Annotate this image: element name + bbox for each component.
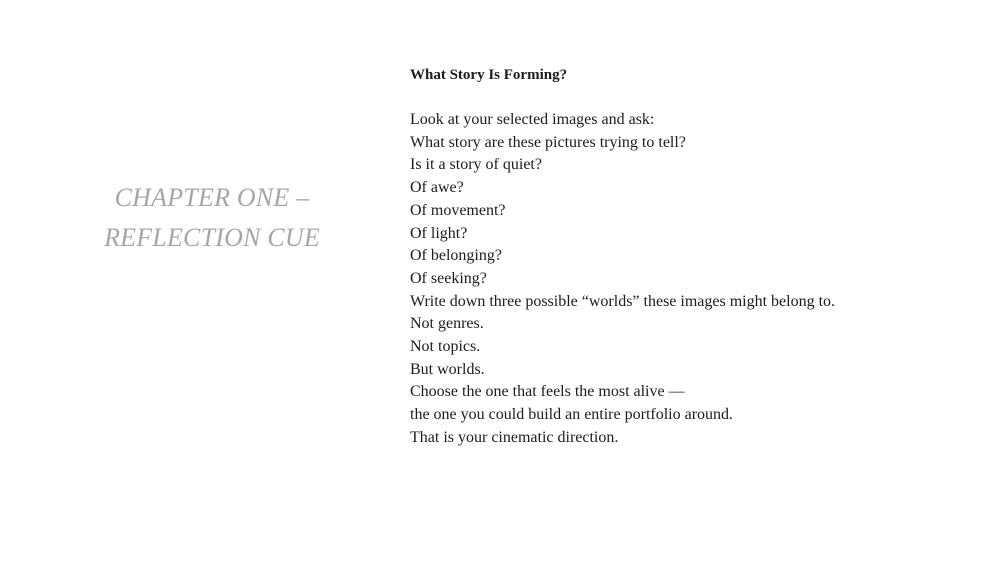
reflection-line: Not genres. [410, 315, 484, 333]
reflection-line: What story are these pictures trying to tell? [410, 133, 686, 151]
reflection-line: Is it a story of quiet? [410, 156, 542, 174]
reflection-line: Choose the one that feels the most alive — [410, 383, 685, 401]
chapter-title-line-2: REFLECTION CUE [104, 223, 320, 252]
reflection-line: Of belonging? [410, 247, 502, 265]
chapter-title [96, 178, 328, 258]
reflection-line: Of movement? [410, 201, 506, 219]
reflection-content [410, 63, 990, 450]
reflection-line: Of seeking? [410, 269, 487, 287]
reflection-line: Not topics. [410, 338, 481, 356]
reflection-line: Look at your selected images and ask: [410, 111, 655, 128]
reflection-lines [410, 109, 990, 450]
reflection-line: But worlds. [410, 360, 485, 378]
reflection-line: Write down three possible “worlds” these images might belong to. [410, 292, 836, 310]
reflection-line: That is your cinematic direction. [410, 428, 619, 446]
chapter-title-line-1: CHAPTER ONE – [114, 183, 310, 212]
reflection-line: Of light? [410, 224, 468, 242]
section-heading: What Story Is Forming? [410, 67, 568, 83]
reflection-line: the one you could build an entire portfolio around. [410, 406, 734, 424]
reflection-line: Of awe? [410, 179, 464, 197]
